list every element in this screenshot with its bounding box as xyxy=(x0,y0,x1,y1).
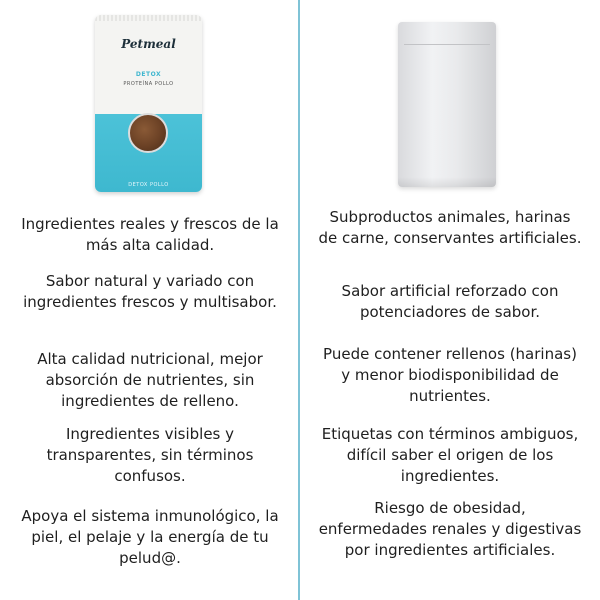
left-point-3: Alta calidad nutricional, mejor absorción de nutrientes, sin ingredientes de relleno. xyxy=(37,350,263,410)
product-flavor: PROTEÍNA POLLO xyxy=(123,81,174,87)
bag-zipper xyxy=(404,44,490,45)
right-point-2: Sabor artificial reforzado con potenciadores de sabor. xyxy=(341,282,559,321)
right-point-5: Riesgo de obesidad, enfermedades renales y digestivas por ingredientes artificiales. xyxy=(318,499,582,559)
petmeal-package-image xyxy=(95,15,202,192)
left-point-1: Ingredientes reales y frescos de la más alta calidad. xyxy=(21,215,279,254)
left-point-5: Apoya el sistema inmunológico, la piel, el pelaje y la energía de tu pelud@. xyxy=(21,507,279,567)
bag-shadow xyxy=(398,177,496,187)
package-seal xyxy=(95,15,202,21)
right-point-4: Etiquetas con términos ambiguos, difícil saber el origen de los ingredientes. xyxy=(321,425,579,485)
right-point-1: Subproductos animales, harinas de carne, conservantes artificiales. xyxy=(318,208,582,247)
generic-bag-image xyxy=(398,22,496,187)
food-window xyxy=(128,113,168,153)
right-point-3: Puede contener rellenos (harinas) y menor biodisponibilidad de nutrientes. xyxy=(323,345,577,405)
package-bottom-label: DETOX POLLO xyxy=(128,182,169,188)
left-point-2: Sabor natural y variado con ingredientes frescos y multisabor. xyxy=(23,272,277,311)
product-line: DETOX xyxy=(135,71,162,78)
brand-logo: Petmeal xyxy=(121,37,176,51)
left-point-4: Ingredientes visibles y transparentes, sin términos confusos. xyxy=(46,425,254,485)
